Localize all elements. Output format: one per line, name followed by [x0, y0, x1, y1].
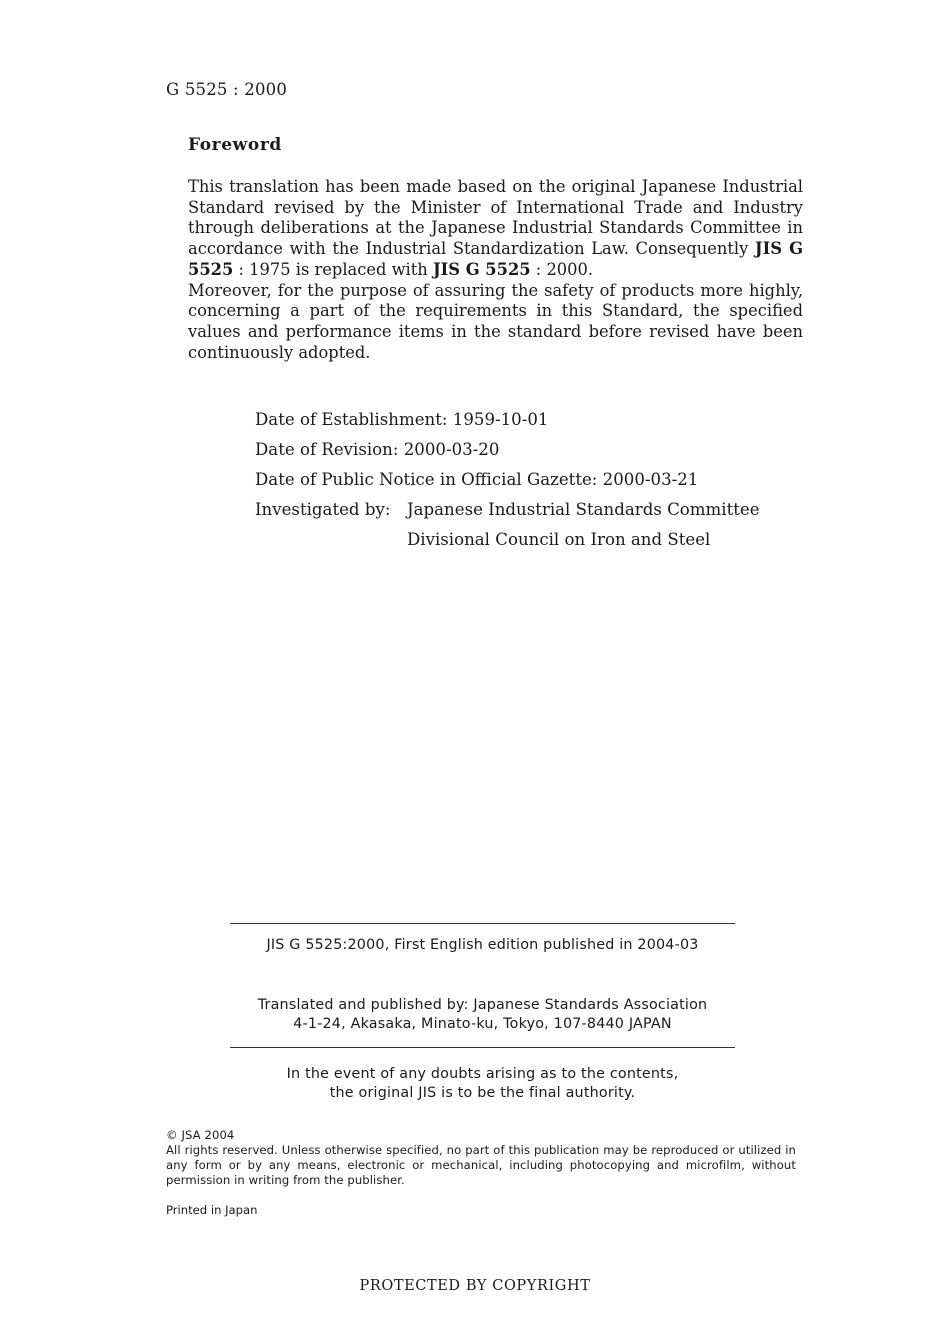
- authority-line-1: In the event of any doubts arising as to the contents,: [286, 1066, 679, 1082]
- investigated-line-2: Divisional Council on Iron and Steel: [407, 530, 711, 549]
- date-establishment: Date of Establishment: 1959-10-01: [255, 410, 549, 429]
- copyright-block: [166, 1128, 796, 1188]
- edition-info: JIS G 5525:2000, First English edition published in 2004-03: [266, 937, 699, 953]
- printed-in: Printed in Japan: [166, 1203, 258, 1217]
- divider-bottom: [230, 1047, 735, 1048]
- standard-code: G 5525 : 2000: [166, 80, 288, 99]
- foreword-paragraph-2: Moreover, for the purpose of assuring the safety of products more highly, concerning a part of the requirements in this Standard, the specified values and performance items in the standard before revised have been continuously adopted.: [188, 280, 803, 362]
- authority-note: [230, 1065, 735, 1103]
- foreword-heading: Foreword: [188, 135, 282, 155]
- date-revision: Date of Revision: 2000-03-20: [255, 440, 500, 459]
- investigated-by: [255, 495, 760, 555]
- publisher-info: [230, 996, 735, 1034]
- date-public-notice: Date of Public Notice in Official Gazette: 2000-03-21: [255, 470, 699, 489]
- standard-ref-old: JIS G 5525: [188, 239, 804, 279]
- rights-statement: All rights reserved. Unless otherwise specified, no part of this publication may be reproduced or utilized in any form or by any means, electronic or mechanical, including photocopying and microfilm, without permission in writing from the publisher.: [166, 1143, 796, 1187]
- authority-line-2: the original JIS is to be the final authority.: [329, 1085, 636, 1101]
- standard-ref-new: JIS G 5525: [432, 259, 531, 279]
- divider-top: [230, 923, 735, 924]
- publisher-address: 4-1-24, Akasaka, Minato-ku, Tokyo, 107-8440 JAPAN: [293, 1016, 672, 1032]
- investigated-bodies: [407, 495, 760, 555]
- copyright-notice: © JSA 2004: [166, 1128, 235, 1142]
- foreword-p1-text-a: This translation has been made based on the original Japanese Industrial Standard revised by the Minister of International Trade and Industry through deliberations at the Japanese Industrial Standards Committee in accordance with the Industrial Standardization Law. Consequently: [188, 177, 803, 259]
- foreword-p1-text-b: : 1975 is replaced with: [233, 259, 433, 279]
- investigated-line-1: Japanese Industrial Standards Committee: [407, 500, 760, 519]
- foreword-paragraph-1: [188, 177, 803, 281]
- investigated-label: Investigated by:: [255, 500, 391, 519]
- protected-footer: PROTECTED BY COPYRIGHT: [359, 1278, 591, 1294]
- foreword-body: [188, 177, 803, 363]
- dates-block: [255, 405, 760, 555]
- foreword-p1-text-c: : 2000.: [530, 259, 594, 279]
- publisher-line-1: Translated and published by: Japanese Standards Association: [257, 997, 708, 1013]
